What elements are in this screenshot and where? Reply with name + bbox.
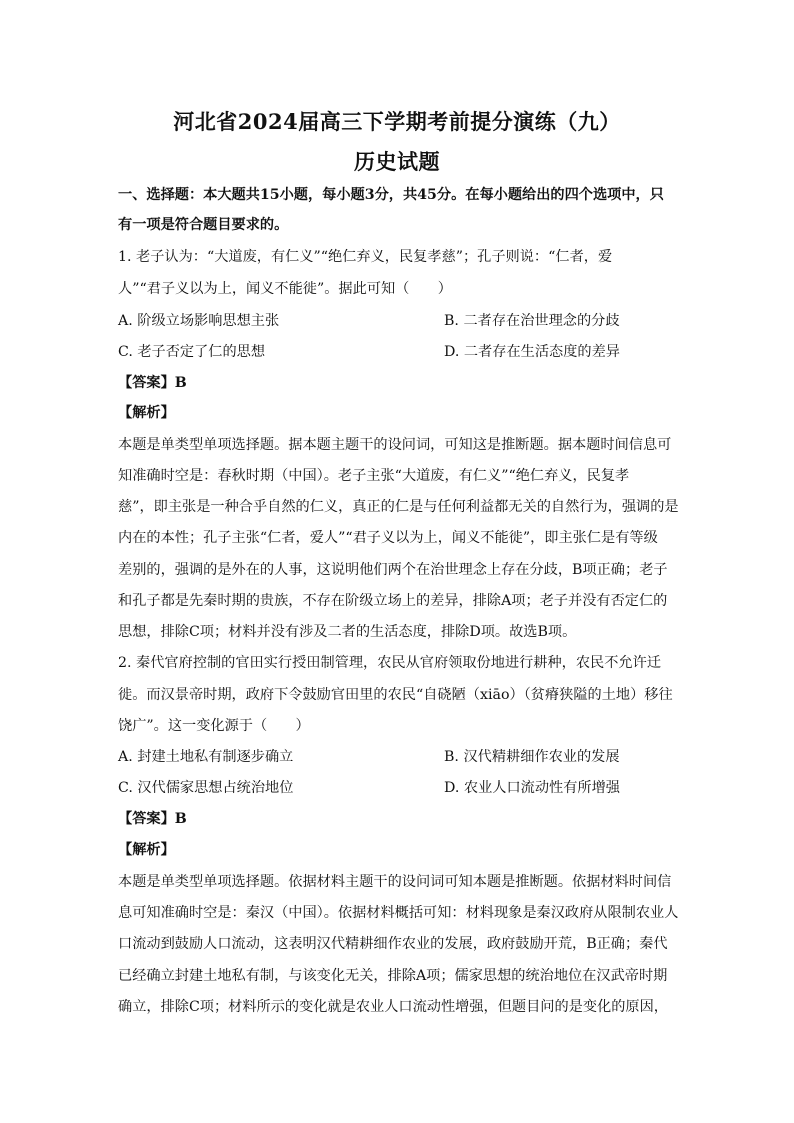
q1-analysis-line-7: 思想，排除C项；材料并没有涉及二者的生活态度，排除D项。故选B项。	[118, 624, 577, 640]
document-title: 河北省2024届高三下学期考前提分演练（九）	[173, 109, 621, 134]
q1-stem-line-2: 人”“君子义以为上，闻义不能徙”。据此可知（ ）	[118, 281, 452, 297]
q1-stem-line-1: 1. 老子认为：“大道废，有仁义”“绝仁弃义，民复孝慈”；孔子则说：“仁者，爱	[118, 249, 613, 265]
q2-analysis-line-3: 口流动到鼓励人口流动，这表明汉代精耕细作农业的发展，政府鼓励开荒，B正确；秦代	[118, 936, 668, 952]
q1-option-d: D. 二者存在生活态度的差异	[444, 344, 620, 360]
q2-analysis-line-2: 息可知准确时空是：秦汉（中国）。依据材料概括可知：材料现象是秦汉政府从限制农业人	[118, 905, 679, 921]
q2-stem-line-2: 徙。而汉景帝时期，政府下令鼓励官田里的农民“自硗陋（xiāo）（贫瘠狭隘的土地）移往	[118, 687, 673, 703]
q2-stem-line-1: 2. 秦代官府控制的官田实行授田制管理，农民从官府领取份地进行耕种，农民不允许迁	[118, 655, 661, 671]
q2-option-a: A. 封建土地私有制逐步确立	[118, 749, 294, 765]
q2-option-c: C. 汉代儒家思想占统治地位	[118, 780, 294, 796]
q2-analysis-line-1: 本题是单类型单项选择题。依据材料主题干的设问词可知本题是推断题。依据材料时间信	[118, 874, 672, 890]
q2-analysis-line-4: 已经确立封建土地私有制，与该变化无关，排除A项；儒家思想的统治地位在汉武帝时期	[118, 968, 668, 984]
section-heading-line-1: 一、选择题：本大题共15小题，每小题3分，共45分。在每小题给出的四个选项中，只	[118, 187, 664, 203]
q2-answer: 【答案】B	[118, 811, 187, 827]
document-subtitle: 历史试题	[354, 149, 440, 174]
q2-stem-line-3: 饶广”。这一变化源于（ ）	[118, 718, 310, 734]
q1-answer: 【答案】B	[118, 375, 187, 391]
q1-analysis-line-4: 内在的本性；孔子主张“仁者，爱人”“君子义以为上，闻义不能徙”，即主张仁是有等级	[118, 530, 658, 546]
q1-analysis-line-1: 本题是单类型单项选择题。据本题主题干的设问词，可知这是推断题。据本题时间信息可	[118, 437, 672, 453]
q1-analysis-line-5: 差别的，强调的是外在的人事，这说明他们两个在治世理念上存在分歧，B项正确；老子	[118, 562, 668, 578]
q1-analysis-label: 【解析】	[118, 405, 175, 421]
q1-analysis-line-6: 和孔子都是先秦时期的贵族，不存在阶级立场上的差异，排除A项；老子并没有否定仁的	[118, 593, 668, 609]
q1-option-b: B. 二者存在治世理念的分歧	[444, 313, 620, 329]
q1-analysis-line-3: 慈”，即主张是一种合乎自然的仁义，真正的仁是与任何利益都无关的自然行为，强调的是	[118, 499, 679, 515]
q1-option-a: A. 阶级立场影响思想主张	[118, 313, 280, 329]
q1-option-c: C. 老子否定了仁的思想	[118, 344, 266, 360]
q1-analysis-line-2: 知准确时空是：春秋时期（中国）。老子主张“大道废，有仁义”“绝仁弃义，民复孝	[118, 468, 630, 484]
q2-analysis-line-5: 确立，排除C项；材料所示的变化就是农业人口流动性增强，但题目问的是变化的原因，	[118, 999, 668, 1015]
q2-option-b: B. 汉代精耕细作农业的发展	[444, 749, 620, 765]
q2-option-d: D. 农业人口流动性有所增强	[444, 780, 620, 796]
q2-analysis-label: 【解析】	[118, 842, 175, 858]
section-heading-line-2: 有一项是符合题目要求的。	[118, 217, 289, 233]
